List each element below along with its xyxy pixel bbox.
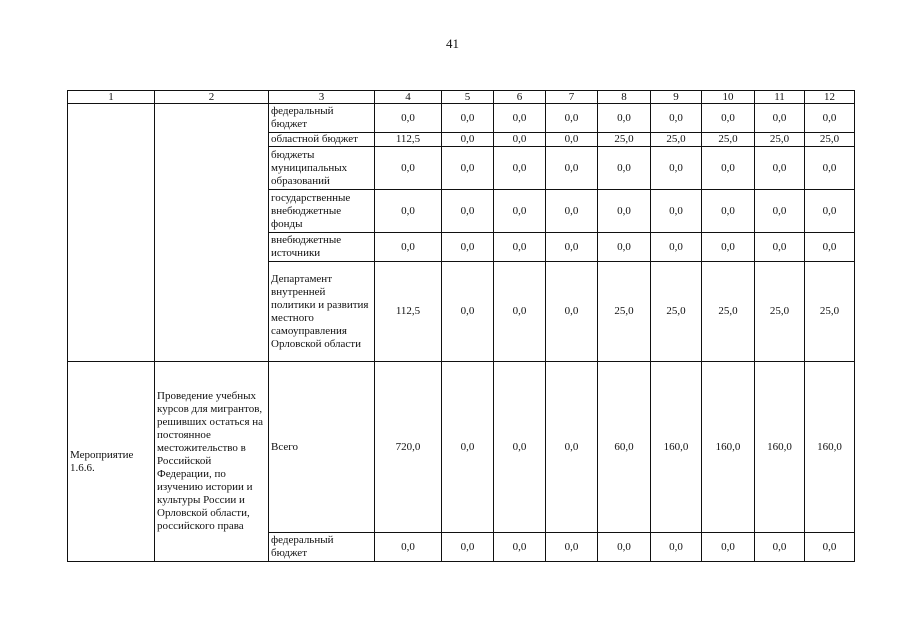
value-cell: 0,0 [494,233,546,262]
value-cell: 0,0 [494,262,546,362]
table-row [68,104,855,133]
header-cell: 9 [651,91,702,104]
value-cell: 112,5 [375,262,442,362]
value-cell: 0,0 [755,104,805,133]
value-cell: 0,0 [442,190,494,233]
value-cell: 25,0 [598,133,651,147]
value-cell: 0,0 [805,104,855,133]
value-cell: 0,0 [546,147,598,190]
value-cell: 0,0 [755,190,805,233]
value-cell: 0,0 [546,262,598,362]
value-cell: 0,0 [494,533,546,562]
value-cell: 25,0 [598,262,651,362]
value-cell: 0,0 [494,190,546,233]
header-cell: 2 [155,91,269,104]
value-cell: 160,0 [702,362,755,533]
value-cell: 0,0 [494,133,546,147]
value-cell: 25,0 [651,262,702,362]
value-cell: 0,0 [546,190,598,233]
value-cell: 25,0 [755,133,805,147]
value-cell: 0,0 [755,233,805,262]
value-cell: 0,0 [651,533,702,562]
source-cell: Департамент внутренней политики и развития местного самоуправления Орловской области [269,262,375,362]
value-cell: 0,0 [375,533,442,562]
value-cell: 0,0 [546,133,598,147]
source-cell: областной бюджет [269,133,375,147]
page-number: 41 [446,36,459,51]
header-cell: 8 [598,91,651,104]
table-row [68,362,855,533]
value-cell: 0,0 [546,233,598,262]
header-cell: 5 [442,91,494,104]
source-cell: внебюджетные источники [269,233,375,262]
value-cell: 0,0 [442,533,494,562]
header-row [68,91,855,104]
value-cell: 0,0 [651,233,702,262]
value-cell: 0,0 [442,147,494,190]
value-cell: 0,0 [805,233,855,262]
value-cell: 0,0 [651,104,702,133]
value-cell: 0,0 [442,262,494,362]
header-cell: 11 [755,91,805,104]
value-cell: 0,0 [702,147,755,190]
header-cell: 1 [68,91,155,104]
value-cell: 0,0 [702,233,755,262]
value-cell: 60,0 [598,362,651,533]
value-cell: 0,0 [442,362,494,533]
value-cell: 0,0 [598,233,651,262]
value-cell: 0,0 [598,190,651,233]
value-cell: 0,0 [546,533,598,562]
value-cell: 0,0 [805,147,855,190]
description-cell: Проведение учебных курсов для мигрантов, решивших остаться на постоянное местожительство в Российской Федерации, по изучению истории и культуры России и Орловской области, российского права [155,362,269,562]
budget-table [67,90,855,562]
value-cell: 0,0 [805,190,855,233]
value-cell: 0,0 [375,233,442,262]
measure-cell-empty [68,104,155,362]
value-cell: 0,0 [755,147,805,190]
source-cell: Всего [269,362,375,533]
value-cell: 0,0 [651,190,702,233]
source-cell: государственные внебюджетные фонды [269,190,375,233]
value-cell: 0,0 [494,362,546,533]
value-cell: 0,0 [702,104,755,133]
value-cell: 0,0 [598,533,651,562]
value-cell: 0,0 [494,147,546,190]
description-cell-empty [155,104,269,362]
value-cell: 25,0 [702,262,755,362]
header-cell: 4 [375,91,442,104]
measure-cell: Мероприятие 1.6.6. [68,362,155,562]
value-cell: 0,0 [442,233,494,262]
source-cell: бюджеты муниципальных образований [269,147,375,190]
value-cell: 0,0 [375,147,442,190]
value-cell: 0,0 [702,533,755,562]
value-cell: 112,5 [375,133,442,147]
value-cell: 25,0 [755,262,805,362]
value-cell: 0,0 [546,362,598,533]
header-cell: 10 [702,91,755,104]
value-cell: 0,0 [375,104,442,133]
value-cell: 0,0 [546,104,598,133]
value-cell: 0,0 [755,533,805,562]
value-cell: 0,0 [442,104,494,133]
value-cell: 25,0 [702,133,755,147]
value-cell: 160,0 [805,362,855,533]
value-cell: 0,0 [375,190,442,233]
value-cell: 160,0 [755,362,805,533]
value-cell: 25,0 [805,133,855,147]
header-cell: 12 [805,91,855,104]
header-cell: 3 [269,91,375,104]
source-cell: федеральный бюджет [269,104,375,133]
source-cell: федеральный бюджет [269,533,375,562]
value-cell: 0,0 [805,533,855,562]
value-cell: 0,0 [598,104,651,133]
value-cell: 720,0 [375,362,442,533]
value-cell: 25,0 [651,133,702,147]
value-cell: 160,0 [651,362,702,533]
value-cell: 0,0 [494,104,546,133]
value-cell: 0,0 [702,190,755,233]
value-cell: 0,0 [651,147,702,190]
value-cell: 25,0 [805,262,855,362]
header-cell: 7 [546,91,598,104]
value-cell: 0,0 [442,133,494,147]
value-cell: 0,0 [598,147,651,190]
header-cell: 6 [494,91,546,104]
